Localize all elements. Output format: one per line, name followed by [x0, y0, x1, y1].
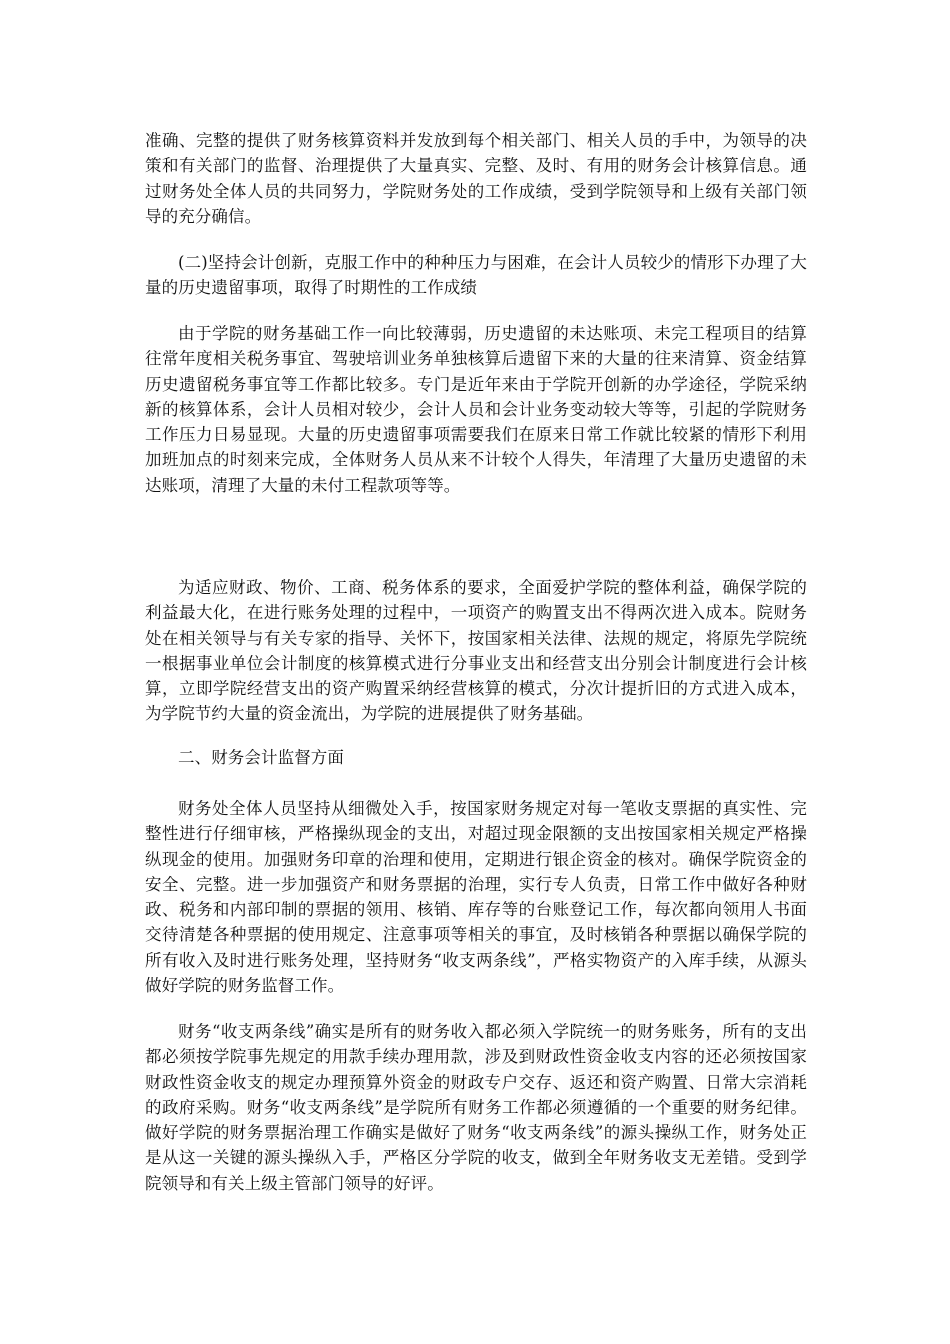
- section-heading-supervision: 二、财务会计监督方面: [178, 748, 344, 767]
- section-heading-innovation: (二)坚持会计创新，克服工作中的种种压力与困难，在会计人员较少的情形下办理了大量的历史遗留事项，取得了时期性的工作成绩: [145, 253, 807, 298]
- paragraph-historical-matters: 由于学院的财务基础工作一向比较薄弱，历史遗留的未达账项、未完工程项目的结算往常年度相关税务事宜、驾驶培训业务单独核算后遗留下来的大量的往来清算、资金结算历史遗留税务事宜等工作都比较多。专门是近年来由于学院开创新的办学途径，学院采纳新的核算体系，会计人员相对较少，会计人员和会计业务变动较大等等，引起的学院财务工作压力日易显现。大量的历史遗留事项需要我们在原来日常工作就比较紧的情形下利用加班加点的时刻来完成，全体财务人员从来不计较个人得失，年清理了大量历史遗留的未达账项，清理了大量的未付工程款项等等。: [145, 324, 807, 495]
- paragraph-accounting-system: 为适应财政、物价、工商、税务体系的要求，全面爱护学院的整体利益，确保学院的利益最大化，在进行账务处理的过程中，一项资产的购置支出不得两次进入成本。院财务处在相关领导与有关专家的指导、关怀下，按国家相关法律、法规的规定，将原先学院统一根据事业单位会计制度的核算模式进行分事业支出和经营支出分别会计制度进行会计核算，立即学院经营支出的资产购置采纳经营核算的模式，分次计提折旧的方式进入成本，为学院节约大量的资金流出，为学院的进展提供了财务基础。: [145, 578, 807, 724]
- paragraph-two-lines-policy: 财务“收支两条线”确实是所有的财务收入都必须入学院统一的财务账务，所有的支出都必须按学院事先规定的用款手续办理用款，涉及到财政性资金收支内容的还必须按国家财政性资金收支的规定办理预算外资金的财政专户交存、返还和资产购置、日常大宗消耗的政府采购。财务“收支两条线”是学院所有财务工作都必须遵循的一个重要的财务纪律。做好学院的财务票据治理工作确实是做好了财务“收支两条线”的源头操纵工作，财务处正是从这一关键的源头操纵入手，严格区分学院的收支，做到全年财务收支无差错。受到学院领导和有关上级主管部门领导的好评。: [145, 1022, 807, 1193]
- paragraph-continuation: 准确、完整的提供了财务核算资料并发放到每个相关部门、相关人员的手中，为领导的决策和有关部门的监督、治理提供了大量真实、完整、及时、有用的财务会计核算信息。通过财务处全体人员的共同努力，学院财务处的工作成绩，受到学院领导和上级有关部门领导的充分确信。: [145, 131, 807, 226]
- paragraph-supervision-details: 财务处全体人员坚持从细微处入手，按国家财务规定对每一笔收支票据的真实性、完整性进行仔细审核，严格操纵现金的支出，对超过现金限额的支出按国家相关规定严格操纵现金的使用。加强财务印章的治理和使用，定期进行银企资金的核对。确保学院资金的安全、完整。进一步加强资产和财务票据的治理，实行专人负责，日常工作中做好各种财政、税务和内部印制的票据的领用、核销、库存等的台账登记工作，每次都向领用人书面交待清楚各种票据的使用规定、注意事项等相关的事宜，及时核销各种票据以确保学院的所有收入及时进行账务处理，坚持财务“收支两条线”，严格实物资产的入库手续，从源头做好学院的财务监督工作。: [145, 799, 807, 996]
